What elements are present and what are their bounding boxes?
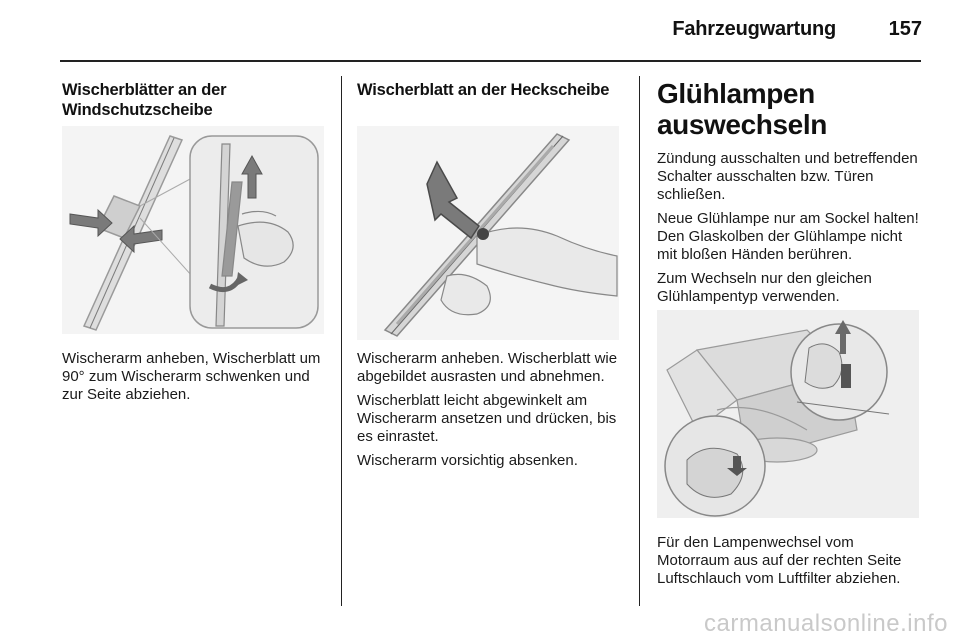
paragraph: Neue Glühlampe nur am Sockel halten! Den Glaskolben der Glühlampe nicht mit bloßen Händen berühren. [657, 210, 919, 263]
paragraph: Wischerarm vorsichtig absenken. [357, 452, 578, 469]
figure-windscreen-wiper [62, 126, 324, 334]
page-number: 157 [888, 18, 922, 40]
wiper-blade-removal-illustration [62, 126, 324, 334]
engine-bay-bulb-illustration [657, 310, 919, 518]
paragraph: Wischerblatt leicht abgewinkelt am Wischerarm ansetzen und drücken, bis es einrastet. [357, 392, 617, 445]
watermark: carmanualsonline.info [704, 610, 948, 637]
section-heading-bulbs: Glühlampen auswechseln [657, 78, 827, 140]
paragraph: Für den Lampenwechsel vom Motorraum aus auf der rechten Seite Luftschlauch vom Luftfilter abziehen. [657, 534, 902, 587]
section-heading-windscreen-wiper: Wischerblätter an der Windschutzscheibe [62, 81, 227, 119]
column-divider [341, 76, 342, 606]
section-heading-rear-wiper: Wischerblatt an der Heckscheibe [357, 81, 610, 99]
body-text-col2 [357, 350, 625, 476]
header-rule [60, 60, 921, 62]
rear-wiper-removal-illustration [357, 126, 619, 340]
figure-rear-wiper [357, 126, 619, 340]
body-text-col3-bottom [657, 534, 925, 594]
body-text-col3-top [657, 150, 925, 312]
paragraph: Zum Wechseln nur den gleichen Glühlampentyp verwenden. [657, 270, 872, 305]
paragraph: Wischerarm anheben, Wischerblatt um 90° zum Wischerarm schwenken und zur Seite abziehen. [62, 350, 321, 403]
figure-engine-bay-bulb [657, 310, 919, 518]
paragraph: Wischerarm anheben. Wischerblatt wie abgebildet ausrasten und abnehmen. [357, 350, 618, 385]
body-text-col1 [62, 350, 330, 410]
running-header-title: Fahrzeugwartung [672, 18, 836, 40]
paragraph: Zündung ausschalten und betreffenden Schalter ausschalten bzw. Türen schließen. [657, 150, 918, 203]
column-divider [639, 76, 640, 606]
